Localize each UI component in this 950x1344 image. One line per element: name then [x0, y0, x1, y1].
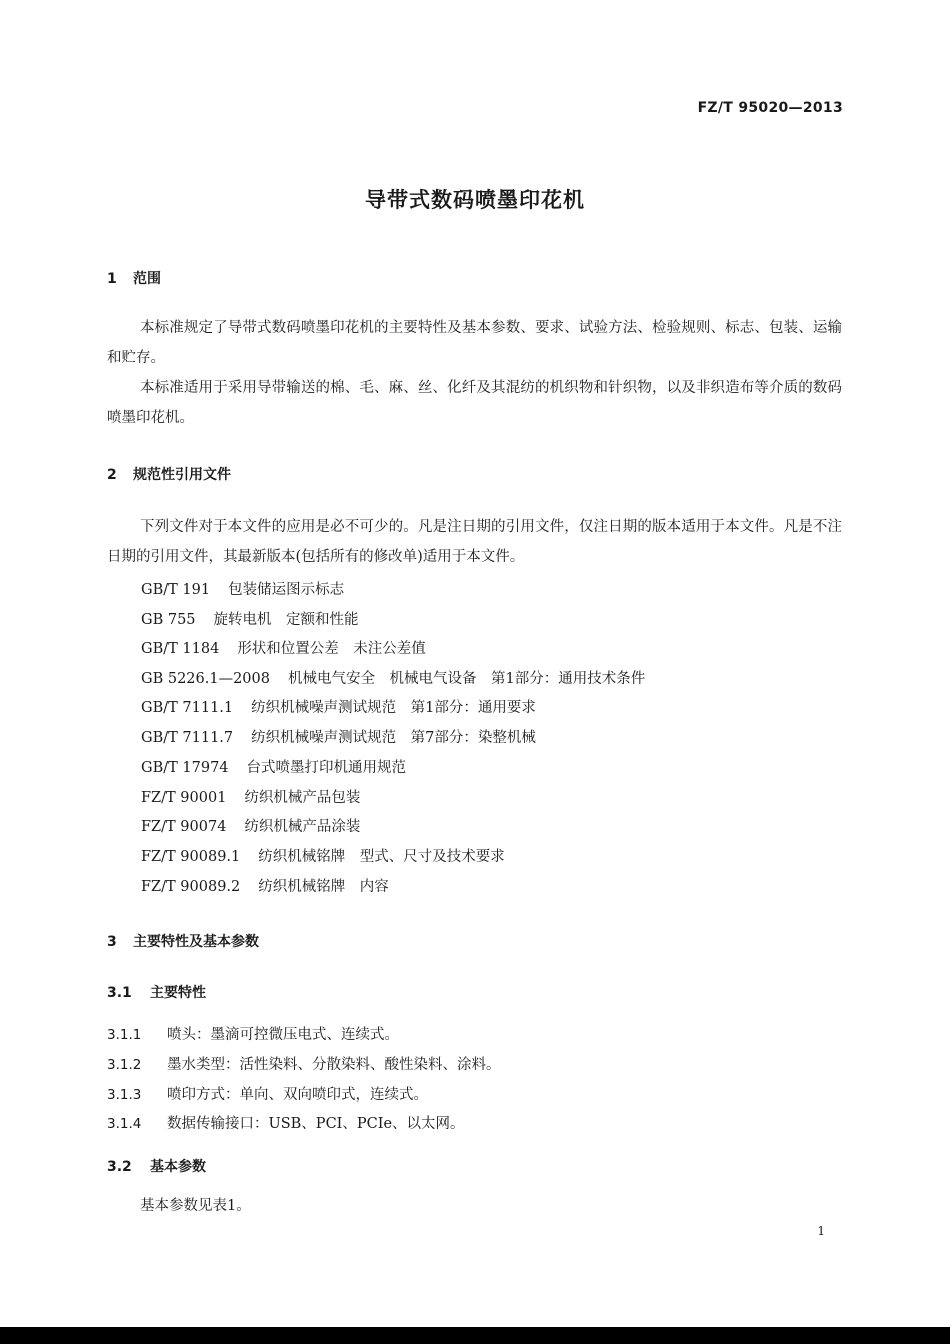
feature-item: 3.1.3 喷印方式：单向、双向喷印式，连续式。: [107, 1087, 428, 1103]
reference-item: GB 5226.1—2008 机械电气安全 机械电气设备 第1部分：通用技术条件: [141, 671, 646, 687]
paragraph-basic-parameters: 基本参数见表1。: [140, 1198, 251, 1214]
section-number: 3: [107, 934, 117, 950]
subsection-heading-basic-parameters: [107, 1156, 206, 1176]
reference-item: GB/T 17974 台式喷墨打印机通用规范: [141, 760, 407, 776]
section-heading-scope: [107, 268, 161, 288]
reference-item: GB/T 7111.7 纺织机械噪声测试规范 第7部分：染整机械: [141, 730, 536, 746]
standard-code: FZ/T 95020—2013: [697, 100, 843, 116]
paragraph-scope-2: 本标准适用于采用导带输送的棉、毛、麻、丝、化纤及其混纺的机织物和针织物，以及非织造布等介质的数码喷墨印花机。: [107, 380, 842, 426]
reference-item: FZ/T 90089.2 纺织机械铭牌 内容: [141, 879, 389, 895]
section-number: 1: [107, 271, 117, 287]
page-number: 1: [817, 1224, 825, 1238]
section-heading-characteristics: [107, 931, 259, 951]
reference-item: GB/T 191 包装储运图示标志: [141, 582, 345, 598]
feature-item: 3.1.4 数据传输接口：USB、PCI、PCIe、以太网。: [107, 1116, 465, 1132]
section-heading-references: [107, 464, 231, 484]
section-number: 3.2: [107, 1159, 132, 1175]
reference-item: FZ/T 90089.1 纺织机械铭牌 型式、尺寸及技术要求: [141, 849, 505, 865]
section-number: 3.1: [107, 985, 132, 1001]
reference-item: FZ/T 90001 纺织机械产品包装: [141, 790, 361, 806]
reference-item: GB/T 7111.1 纺织机械噪声测试规范 第1部分：通用要求: [141, 700, 536, 716]
section-number: 2: [107, 467, 117, 483]
section-title: 规范性引用文件: [133, 467, 231, 483]
section-title: 范围: [133, 271, 161, 287]
section-title: 基本参数: [150, 1159, 206, 1175]
section-title: 主要特性及基本参数: [133, 934, 259, 950]
subsection-heading-main-characteristics: [107, 982, 206, 1002]
reference-item: GB 755 旋转电机 定额和性能: [141, 612, 359, 628]
feature-item: 3.1.1 喷头：墨滴可控微压电式、连续式。: [107, 1027, 399, 1043]
document-title: 导带式数码喷墨印花机: [365, 188, 585, 212]
feature-item: 3.1.2 墨水类型：活性染料、分散染料、酸性染料、涂料。: [107, 1057, 501, 1073]
reference-item: FZ/T 90074 纺织机械产品涂装: [141, 819, 361, 835]
section-title: 主要特性: [150, 985, 206, 1001]
paragraph-scope-1: 本标准规定了导带式数码喷墨印花机的主要特性及基本参数、要求、试验方法、检验规则、标志、包装、运输和贮存。: [107, 320, 842, 366]
footer-bar: [0, 1327, 950, 1344]
reference-item: GB/T 1184 形状和位置公差 未注公差值: [141, 641, 426, 657]
paragraph-references-intro: 下列文件对于本文件的应用是必不可少的。凡是注日期的引用文件，仅注日期的版本适用于本文件。凡是不注日期的引用文件，其最新版本(包括所有的修改单)适用于本文件。: [107, 519, 842, 565]
